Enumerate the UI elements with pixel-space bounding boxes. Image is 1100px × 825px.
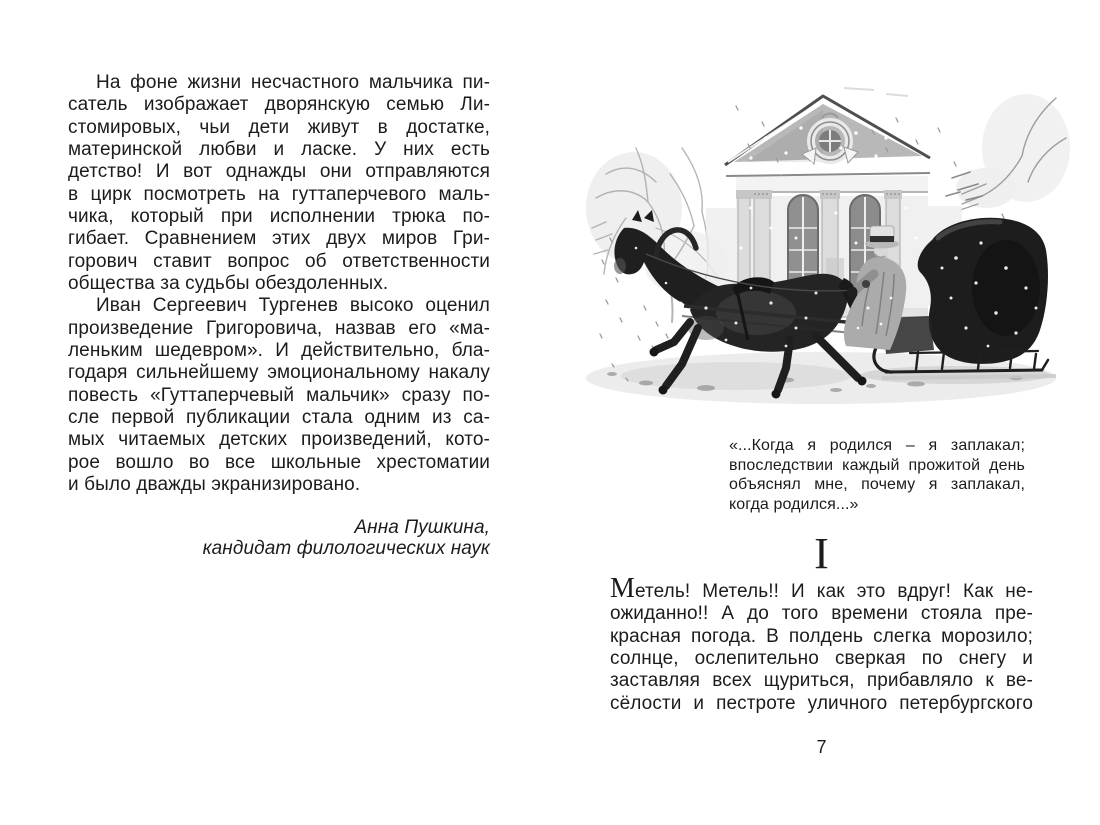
text-line: заставляя всех щуриться, прибавляло к ве- [610, 670, 1033, 692]
intro-paragraph-2 [68, 295, 490, 496]
drop-cap: М [610, 573, 635, 604]
text-line: стомировых, чьи дети живут в достатке, [68, 116, 490, 138]
text-line: чика, который при исполнении трюка по- [68, 205, 490, 227]
story-lines [610, 603, 1033, 715]
text-line: горович ставит вопрос об ответственности [68, 250, 490, 272]
text-line: красная погода. В полдень слегка морозило; [610, 625, 1033, 647]
story-paragraph [610, 573, 1033, 715]
text-line: в цирк посмотреть на гуттаперчевого маль- [68, 183, 490, 205]
text-line: Иван Сергеевич Тургенев высоко оценил [96, 295, 490, 317]
text-line: сле первой публикации стала одним из са- [68, 406, 490, 428]
text-line: общества за судьбы обездоленных. [68, 272, 389, 294]
intro-paragraph-1 [68, 72, 490, 295]
text-line: На фоне жизни несчастного мальчика пи- [96, 72, 490, 93]
epigraph [729, 436, 1025, 514]
text-line: повесть «Гуттаперчевый мальчик» сразу по- [68, 384, 490, 406]
text-line: рое вошло во все школьные хрестоматии [68, 451, 490, 473]
text-line: впоследствии каждый прожитой день [729, 456, 1025, 474]
page-number: 7 [816, 737, 827, 757]
text-line: солнце, ослепительно сверкая по снегу и [610, 647, 1033, 669]
text-line: «...Когда я родился – я заплакал; [729, 437, 1025, 454]
text-line: и было дважды экранизировано. [68, 473, 361, 495]
text-line: гибает. Сравнением этих двух миров Гри- [68, 228, 490, 250]
text-line: когда родился...» [729, 495, 859, 513]
text-line: леньким шедевром». И действительно, бла- [68, 339, 490, 361]
author-signature [68, 517, 490, 559]
text-line: сёлости и пестроте уличного петербургского [610, 692, 1033, 714]
first-line-text: етель! Метель!! И как это вдруг! Как не- [635, 581, 1033, 602]
text-line: ожиданно!! А до того времени стояла пре- [610, 603, 1033, 625]
sleigh-illustration [586, 78, 1078, 416]
text-line: кандидат филологических наук [202, 538, 490, 560]
text-line: произведение Григоровича, назвав его «ма- [68, 317, 490, 339]
left-page-text-column [68, 72, 490, 559]
text-line: Анна Пушкина, [354, 517, 490, 539]
text-line: объяснял мне, почему я заплакал, [729, 476, 1025, 494]
text-line: материнской любви и ласке. У них есть [68, 138, 490, 160]
text-line: годаря сильнейшему эмоциональному накалу [68, 362, 490, 384]
text-line: детство! И вот однажды они отправляются [68, 161, 490, 183]
text-line: мых читаемых детских произведений, кото- [68, 429, 490, 451]
chapter-heading: I [814, 529, 829, 578]
text-line [610, 573, 1033, 604]
text-line: сатель изображает дворянскую семью Ли- [68, 94, 490, 116]
